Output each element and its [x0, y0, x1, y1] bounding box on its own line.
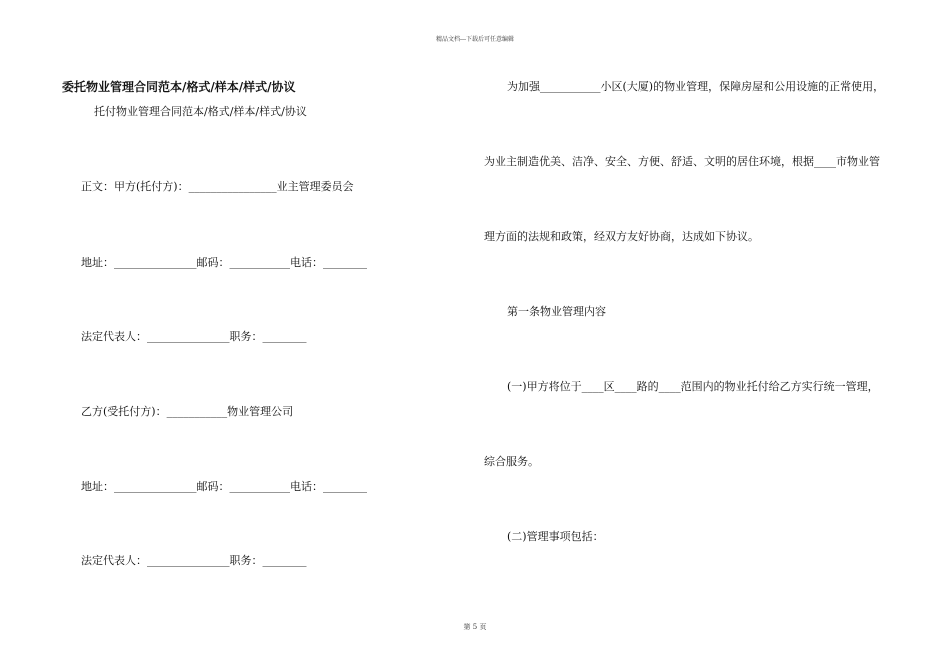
document-title: 委托物业管理合同范本/格式/样本/样式/协议: [62, 80, 296, 94]
party-b-representative-line: 法定代表人：_______________职务：________: [81, 554, 307, 567]
intro-paragraph-line-3: 理方面的法规和政策，经双方友好协商，达成如下协议。: [484, 230, 759, 243]
page-header: 精品文档---下载后可任意编辑: [435, 36, 515, 43]
article-1-item-1-line-1: (一)甲方将位于____区____路的____范围内的物业托付给乙方实行统一管理，: [507, 380, 879, 393]
party-a-representative-line: 法定代表人：_______________职务：________: [81, 330, 307, 343]
page-number: 第 5 页: [463, 623, 487, 631]
party-b-address-line: 地址：_______________邮码：___________电话：________: [81, 480, 367, 493]
intro-paragraph-line-1: 为加强___________小区(大厦)的物业管理，保障房屋和公用设施的正常使用，: [507, 80, 885, 93]
article-1-item-2: (二)管理事项包括：: [507, 530, 604, 543]
intro-paragraph-line-2: 为业主制造优美、洁净、安全、方便、舒适、文明的居住环境，根据____市物业管: [484, 155, 880, 168]
document-subtitle: 托付物业管理合同范本/格式/样本/样式/协议: [94, 105, 307, 118]
party-b-line: 乙方(受托付方)：___________物业管理公司: [81, 405, 294, 418]
party-a-address-line: 地址：_______________邮码：___________电话：________: [81, 256, 367, 269]
party-a-line: 正文：甲方(托付方)：________________业主管理委员会: [81, 180, 354, 193]
article-1-heading: 第一条物业管理内容: [507, 305, 606, 318]
article-1-item-1-line-2: 综合服务。: [484, 455, 539, 468]
